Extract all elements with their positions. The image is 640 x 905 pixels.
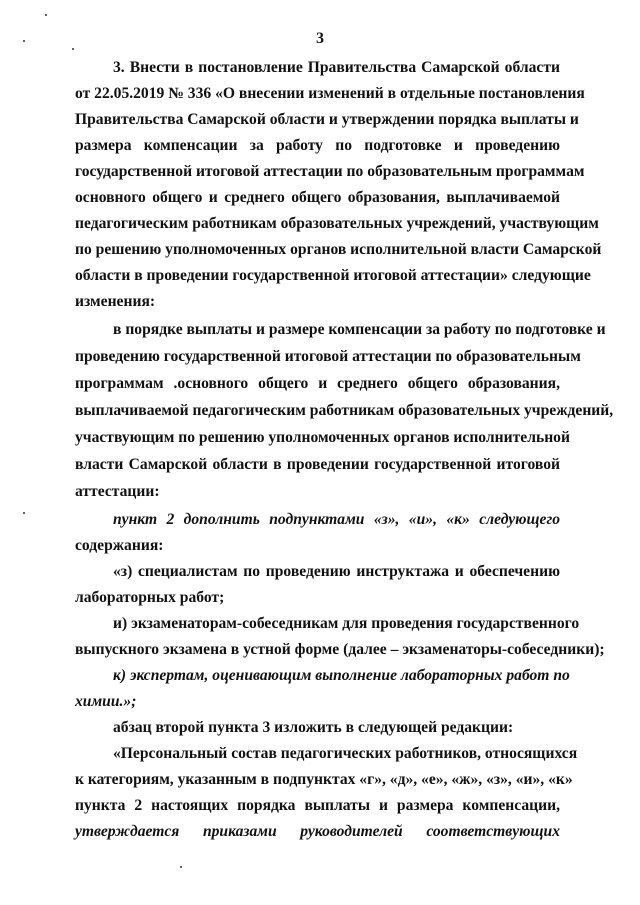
paragraph-6-line-2: химии.»; <box>75 693 137 710</box>
paragraph-2-line-4: выплачиваемой педагогическим работникам образовательных учреждений, <box>75 402 614 419</box>
paragraph-8-line-2: к категориям, указанным в подпунктах «г», «д», «е», «ж», «з», «и», «к» <box>75 771 573 788</box>
paragraph-2-line-2: проведению государственной итоговой аттестации по образовательным <box>75 348 581 365</box>
paragraph-1-line-6: основного общего и среднего общего образования, выплачиваемой <box>75 189 560 206</box>
paragraph-2-line-3: программам .основного общего и среднего общего образования, <box>75 375 560 392</box>
paragraph-8-line-1: «Персональный состав педагогических работников, относящихся <box>113 745 578 762</box>
scan-speck <box>180 866 182 868</box>
scan-speck <box>72 48 74 50</box>
paragraph-4-line-2: лабораторных работ; <box>75 589 225 606</box>
paragraph-4-line-1: «з) специалистам по проведению инструктажа и обеспечению <box>113 563 560 580</box>
paragraph-1-line-4: размера компенсации за работу по подготовке и проведению <box>75 137 560 154</box>
paragraph-1-line-9: области в проведении государственной итоговой аттестации» следующие <box>75 267 591 284</box>
scan-speck <box>23 40 25 42</box>
paragraph-7-line-1: абзац второй пункта 3 изложить в следующей редакции: <box>113 719 514 736</box>
scan-speck <box>45 14 47 16</box>
paragraph-8-line-3: пункта 2 настоящих порядка выплаты и размера компенсации, <box>75 797 560 814</box>
paragraph-3-line-1: пункт 2 дополнить подпунктами «з», «и», «к» следующего <box>113 511 560 528</box>
paragraph-8-line-4: утверждается приказами руководителей соответствующих <box>75 823 560 840</box>
paragraph-3-line-2: содержания: <box>75 537 164 554</box>
paragraph-2-line-1: в порядке выплаты и размере компенсации за работу по подготовке и <box>113 321 606 338</box>
paragraph-1-line-8: по решению уполномоченных органов исполнительной власти Самарской <box>75 241 602 258</box>
paragraph-1-line-3: Правительства Самарской области и утверждении порядка выплаты и <box>75 111 579 128</box>
paragraph-1-line-2: от 22.05.2019 № 336 «О внесении изменений в отдельные постановления <box>75 85 585 102</box>
paragraph-1-line-7: педагогическим работникам образовательных учреждений, участвующим <box>75 215 599 232</box>
paragraph-2-line-6: власти Самарской области в проведении государственной итоговой <box>75 456 560 473</box>
paragraph-5-line-1: и) экзаменаторам-собеседникам для проведения государственного <box>113 615 580 632</box>
paragraph-1-line-5: государственной итоговой аттестации по образовательным программам <box>75 163 585 180</box>
paragraph-2-line-5: участвующим по решению уполномоченных органов исполнительной <box>75 429 570 446</box>
paragraph-1-line-10: изменения: <box>75 293 156 310</box>
paragraph-2-line-7: аттестации: <box>75 483 160 500</box>
scan-speck <box>23 512 25 514</box>
page-number: 3 <box>316 30 324 47</box>
paragraph-6-line-1: к) экспертам, оценивающим выполнение лабораторных работ по <box>113 667 570 684</box>
paragraph-5-line-2: выпускного экзамена в устной форме (далее – экзаменаторы-собеседники); <box>75 641 605 658</box>
paragraph-1-line-1: 3. Внести в постановление Правительства Самарской области <box>113 59 560 76</box>
